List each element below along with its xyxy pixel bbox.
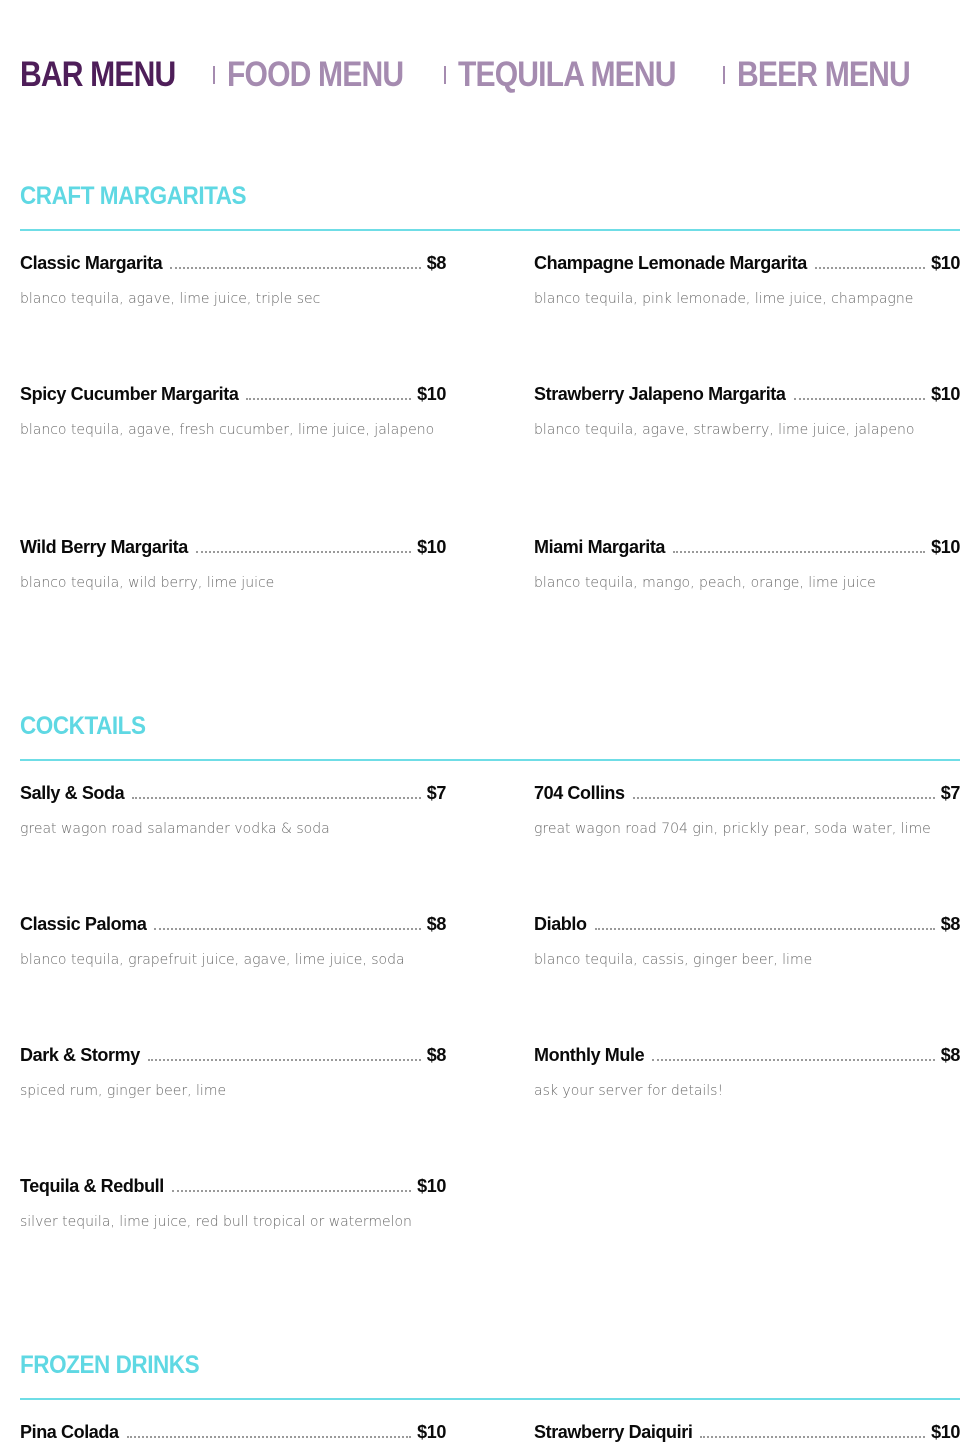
item-description: great wagon road salamander vodka & soda	[20, 821, 330, 837]
item-name: Diablo	[534, 914, 587, 934]
menu-item	[534, 914, 960, 971]
item-name: 704 Collins	[534, 783, 625, 803]
item-name: Wild Berry Margarita	[20, 537, 188, 557]
item-price: $10	[417, 384, 446, 404]
item-price: $8	[426, 253, 446, 273]
section-divider	[20, 759, 960, 761]
dot-leader	[595, 927, 935, 930]
item-name: Champagne Lemonade Margarita	[534, 253, 807, 273]
tab-tequila-menu[interactable]: TEQUILA MENU	[457, 55, 676, 94]
tab-divider	[213, 66, 215, 84]
item-price: $10	[931, 1422, 960, 1442]
dot-leader	[148, 1058, 421, 1061]
section-title: CRAFT MARGARITAS	[20, 182, 247, 210]
item-price: $10	[931, 253, 960, 273]
menu-item	[534, 783, 960, 840]
menu-item	[20, 914, 446, 971]
menu-item	[20, 1045, 446, 1102]
dot-leader	[196, 550, 411, 553]
tab-divider	[444, 66, 446, 84]
item-description: blanco tequila, agave, lime juice, triple sec	[20, 291, 321, 307]
item-price: $8	[426, 914, 446, 934]
item-price: $8	[426, 1045, 446, 1065]
menu-item	[20, 537, 446, 594]
menu-item	[534, 537, 960, 594]
tab-bar-menu[interactable]: BAR MENU	[20, 55, 176, 94]
dot-leader	[700, 1435, 925, 1438]
section-divider	[20, 1398, 960, 1400]
dot-leader	[172, 1189, 411, 1192]
menu-item	[20, 253, 446, 310]
item-description: spiced rum, ginger beer, lime	[20, 1083, 227, 1099]
section-divider	[20, 229, 960, 231]
item-name: Tequila & Redbull	[20, 1176, 164, 1196]
item-price: $10	[417, 537, 446, 557]
item-price: $8	[940, 914, 960, 934]
item-name: Sally & Soda	[20, 783, 125, 803]
dot-leader	[246, 397, 411, 400]
item-price: $7	[426, 783, 446, 803]
dot-leader	[794, 397, 926, 400]
section-cocktails	[20, 712, 960, 1230]
section-craft-margaritas	[20, 182, 960, 591]
menu-item	[20, 1176, 446, 1233]
item-name: Classic Paloma	[20, 914, 147, 934]
item-description: ask your server for details!	[534, 1083, 724, 1099]
item-description: blanco tequila, agave, fresh cucumber, lime juice, jalapeno	[20, 422, 435, 438]
item-price: $10	[417, 1176, 446, 1196]
item-name: Miami Margarita	[534, 537, 666, 557]
tab-food-menu[interactable]: FOOD MENU	[226, 55, 403, 94]
item-name: Spicy Cucumber Margarita	[20, 384, 239, 404]
menu-item	[20, 1422, 446, 1448]
dot-leader	[170, 266, 420, 269]
menu-item	[534, 1422, 960, 1448]
dot-leader	[127, 1435, 412, 1438]
item-description: blanco tequila, mango, peach, orange, lime juice	[534, 575, 876, 591]
dot-leader	[633, 796, 935, 799]
tab-beer-menu[interactable]: BEER MENU	[736, 55, 910, 94]
item-name: Strawberry Daiquiri	[534, 1422, 693, 1442]
item-name: Pina Colada	[20, 1422, 119, 1442]
dot-leader	[652, 1058, 935, 1061]
item-price: $8	[940, 1045, 960, 1065]
item-description: blanco tequila, agave, strawberry, lime juice, jalapeno	[534, 422, 915, 438]
item-description: blanco tequila, grapefruit juice, agave, lime juice, soda	[20, 952, 405, 968]
menu-item	[534, 253, 960, 310]
menu-item	[534, 1045, 960, 1102]
dot-leader	[673, 550, 925, 553]
item-name: Dark & Stormy	[20, 1045, 140, 1065]
section-frozen-drinks	[20, 1351, 960, 1442]
section-title: FROZEN DRINKS	[20, 1351, 200, 1379]
item-description: blanco tequila, pink lemonade, lime juice, champagne	[534, 291, 914, 307]
menu-item	[20, 783, 446, 840]
menu-item	[534, 384, 960, 441]
dot-leader	[154, 927, 420, 930]
item-name: Monthly Mule	[534, 1045, 645, 1065]
dot-leader	[815, 266, 925, 269]
menu-tabs	[20, 52, 938, 98]
item-price: $10	[417, 1422, 446, 1442]
item-name: Strawberry Jalapeno Margarita	[534, 384, 786, 404]
section-title: COCKTAILS	[20, 712, 146, 740]
menu-item	[20, 384, 446, 441]
dot-leader	[132, 796, 421, 799]
item-price: $10	[931, 537, 960, 557]
item-price: $7	[940, 783, 960, 803]
item-description: silver tequila, lime juice, red bull tropical or watermelon	[20, 1214, 412, 1230]
item-name: Classic Margarita	[20, 253, 163, 273]
item-description: great wagon road 704 gin, prickly pear, soda water, lime	[534, 821, 931, 837]
item-description: blanco tequila, cassis, ginger beer, lime	[534, 952, 813, 968]
item-description: blanco tequila, wild berry, lime juice	[20, 575, 275, 591]
item-price: $10	[931, 384, 960, 404]
tab-divider	[723, 66, 725, 84]
